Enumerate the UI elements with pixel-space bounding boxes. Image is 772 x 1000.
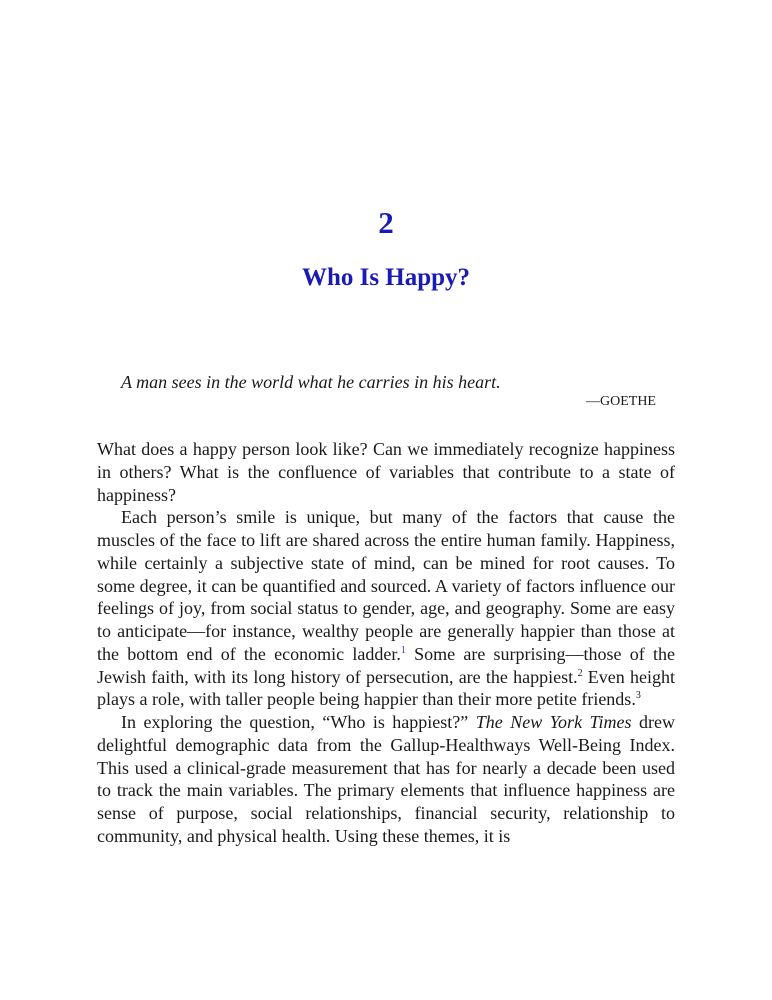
footnote-ref-1[interactable]: 1 xyxy=(400,644,406,656)
paragraph-3-part-a: In exploring the question, “Who is happiest?” xyxy=(121,712,476,732)
paragraph-2-part-a: Each person’s smile is unique, but many of the factors that cause the muscles of the face to lift are shared across the entire human family. Happiness, while certainly a subjective state of mind, can be mined for root causes. To some degree, it can be quantified and sourced. A variety of factors influence our feelings of joy, from social status to gender, age, and geography. Some are easy to anticipate—for instance, wealthy people are generally happier than those at the bottom end of the economic ladder. xyxy=(97,507,675,664)
chapter-number: 2 xyxy=(378,205,394,240)
paragraph-2-part-b: Some are surprising—those of the Jewish faith, with its long history of persecution, are the happiest. xyxy=(97,643,676,687)
footnote-ref-3[interactable]: 3 xyxy=(635,690,641,702)
paragraph-1: What does a happy person look like? Can we immediately recognize happiness in others? What is the confluence of variables that contribute to a state of happiness? xyxy=(97,439,675,505)
epigraph-quote: A man sees in the world what he carries in his heart. xyxy=(121,372,501,392)
paragraph-3 xyxy=(97,711,675,848)
chapter-title: Who Is Happy? xyxy=(301,264,471,291)
publication-title: The New York Times xyxy=(475,712,632,732)
paragraph-2 xyxy=(97,506,675,711)
paragraph-3-part-b: drew delightful demographic data from the Gallup-Healthways Well-Being Index. This used a clinical-grade measurement that has for nearly a decade been used to track the main variables. The primary elements that influence happiness are sense of purpose, social relationships, financial security, relationship to community, and physical health. Using these themes, it is xyxy=(97,712,676,846)
body-text xyxy=(97,438,675,848)
paragraph-2-part-c: Even height plays a role, with taller people being happier than their more petite friends. xyxy=(97,666,676,710)
epigraph-attribution: —GOETHE xyxy=(586,394,656,409)
footnote-ref-2[interactable]: 2 xyxy=(577,667,583,679)
